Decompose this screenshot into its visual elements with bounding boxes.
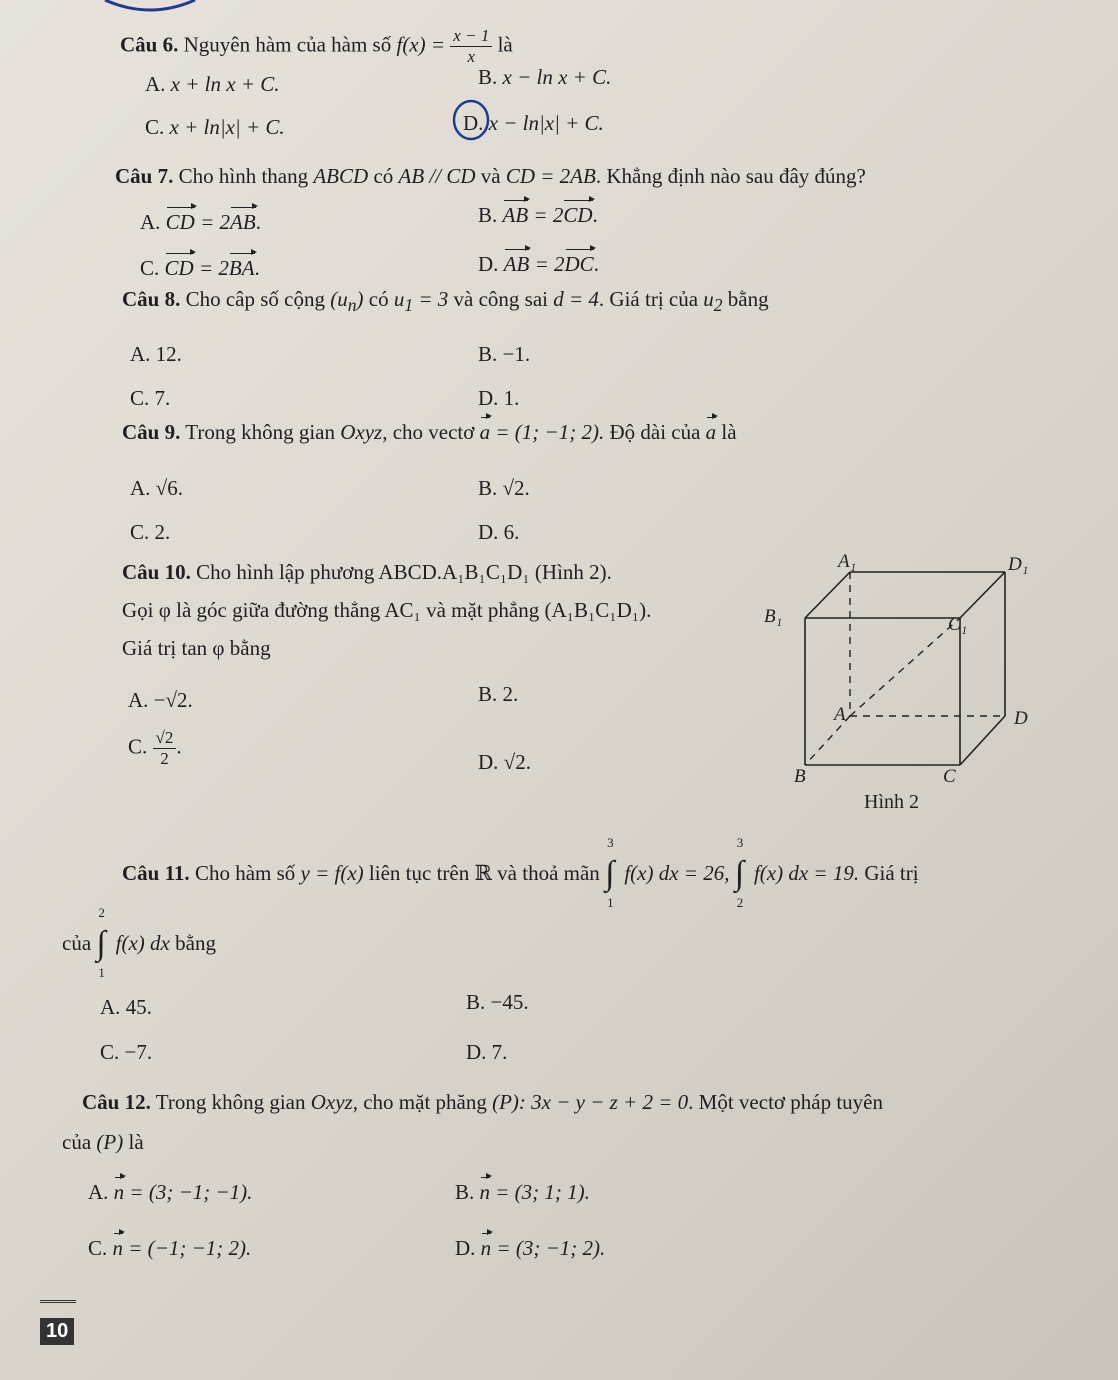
q11-option-d[interactable]: D. 7. bbox=[466, 1040, 508, 1064]
q11-option-b[interactable]: B. −45. bbox=[466, 990, 529, 1014]
q10-line-3: Giá trị tan φ bằng bbox=[122, 636, 271, 660]
label-c1: C₁ bbox=[948, 614, 968, 635]
label-a: A bbox=[834, 704, 846, 725]
q8-option-c[interactable]: C. 7. bbox=[130, 386, 171, 410]
question-6 bbox=[120, 26, 513, 67]
figure-caption: Hình 2 bbox=[864, 791, 919, 813]
q10-option-b[interactable]: B. 2. bbox=[478, 682, 519, 706]
q11-option-a[interactable]: A. 45. bbox=[100, 995, 152, 1019]
q10-option-d[interactable]: D. √2. bbox=[478, 750, 531, 774]
q6-fraction: $\frac{x - 1}{x}$ bbox=[450, 26, 492, 67]
label-d1: D₁ bbox=[1008, 554, 1029, 575]
q9-option-d[interactable]: D. 6. bbox=[478, 520, 520, 544]
q12-option-a[interactable]: A. n = (3; −1; −1). bbox=[88, 1180, 253, 1204]
q6-option-c[interactable]: C. x + ln|x| + C. bbox=[145, 115, 285, 139]
q11-line-2: của 2 ∫ 1 f(x) dx bằng bbox=[62, 905, 216, 980]
question-12: Câu 12. Trong không gian Oxyz, cho mặt phăng (P): 3x − y − z + 2 = 0. Một vectơ pháp tuyên bbox=[82, 1090, 883, 1114]
page-number-rule bbox=[40, 1300, 76, 1303]
q7-option-c[interactable]: C. CD = 2BA. bbox=[140, 256, 260, 280]
q12-option-d[interactable]: D. n = (3; −1; 2). bbox=[455, 1236, 606, 1260]
label-d: D bbox=[1014, 708, 1028, 729]
q12-line-2: của (P) là bbox=[62, 1130, 144, 1154]
cube-figure bbox=[760, 550, 1090, 820]
q6-func: f(x) = bbox=[396, 32, 446, 57]
label-b1: B₁ bbox=[764, 606, 783, 627]
q10-option-a[interactable]: A. −√2. bbox=[128, 688, 193, 712]
q10-line-2: Gọi φ là góc giữa đường thẳng AC₁ và mặt phẳng (A₁B₁C₁D₁). bbox=[122, 598, 652, 622]
q6-text-end: là bbox=[497, 32, 513, 57]
label-c: C bbox=[943, 766, 956, 787]
page-number: 10 bbox=[40, 1318, 74, 1345]
q10-option-c[interactable]: C. $\frac{√2}{2}$ . bbox=[128, 728, 182, 768]
q6-prefix: Câu 6. bbox=[120, 32, 179, 57]
q7-option-b[interactable]: B. AB = 2CD. bbox=[478, 203, 598, 227]
q6-option-d[interactable]: D. x − ln|x| + C. bbox=[463, 111, 604, 135]
q9-option-b[interactable]: B. √2. bbox=[478, 476, 530, 500]
question-9: Câu 9. Trong không gian Oxyz, cho vectơ a = (1; −1; 2). Độ dài của a là bbox=[122, 420, 737, 444]
q8-option-d[interactable]: D. 1. bbox=[478, 386, 520, 410]
q7-option-d[interactable]: D. AB = 2DC. bbox=[478, 252, 599, 276]
question-11: Câu 11. Cho hàm số y = f(x) liên tục trên ℝ và thoả mãn 3 ∫ 1 f(x) dx = 26, 3 ∫ 2 f(x) dx = 19. Giá trị bbox=[122, 835, 919, 910]
q8-option-b[interactable]: B. −1. bbox=[478, 342, 531, 366]
label-b: B bbox=[794, 766, 806, 787]
question-7: Câu 7. Cho hình thang ABCD có AB // CD và CD = 2AB. Khẳng định nào sau đây đúng? bbox=[115, 164, 866, 188]
q7-option-a[interactable]: A. CD = 2AB. bbox=[140, 210, 261, 234]
question-8: Câu 8. Cho câp số cộng $(u_n)$ có $u_1 = 3$ và công sai d = 4. Giá trị của $u_2$ bằng bbox=[122, 287, 769, 316]
q6-option-b[interactable]: B. x − ln x + C. bbox=[478, 65, 612, 89]
q11-option-c[interactable]: C. −7. bbox=[100, 1040, 153, 1064]
q12-option-b[interactable]: B. n = (3; 1; 1). bbox=[455, 1180, 590, 1204]
q12-option-c[interactable]: C. n = (−1; −1; 2). bbox=[88, 1236, 252, 1260]
q6-option-a[interactable]: A. x + ln x + C. bbox=[145, 72, 280, 96]
q8-option-a[interactable]: A. 12. bbox=[130, 342, 182, 366]
q9-option-a[interactable]: A. √6. bbox=[130, 476, 183, 500]
label-a1: A₁ bbox=[838, 551, 857, 572]
question-10: Câu 10. Cho hình lập phương ABCD.A₁B₁C₁D₁ (Hình 2). bbox=[122, 560, 612, 584]
q6-text: Nguyên hàm của hàm số bbox=[183, 32, 392, 57]
q9-option-c[interactable]: C. 2. bbox=[130, 520, 171, 544]
